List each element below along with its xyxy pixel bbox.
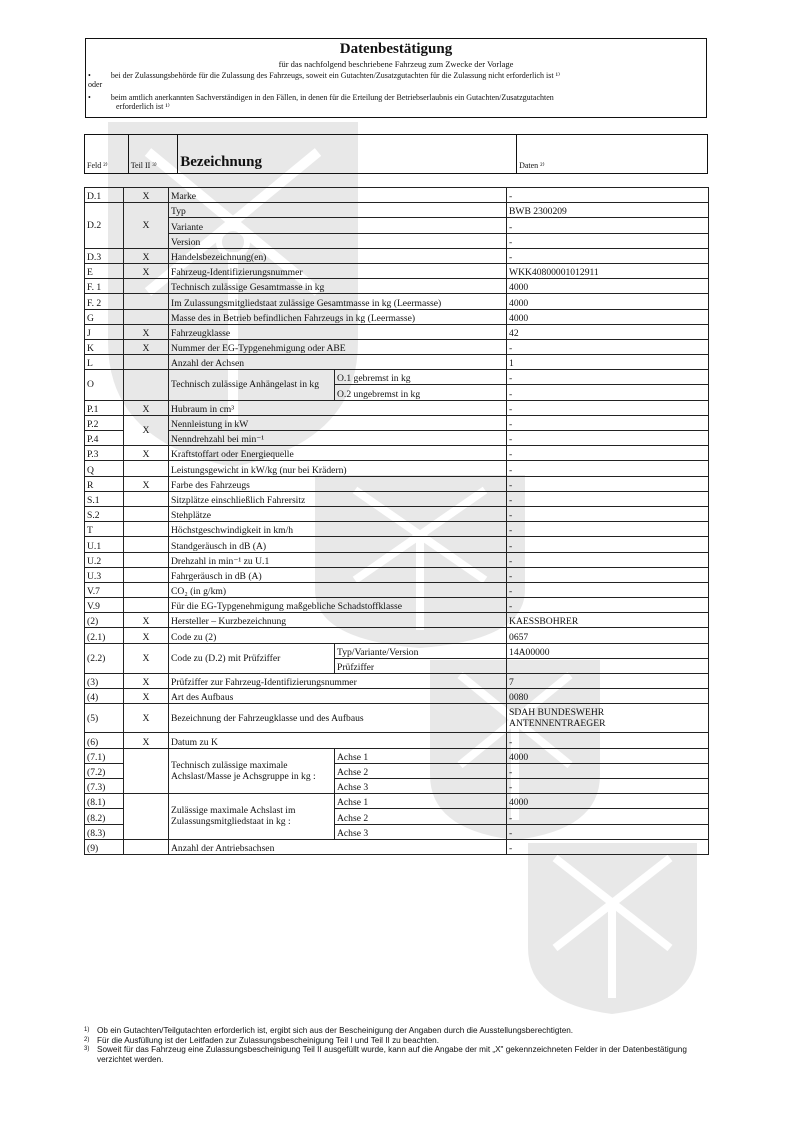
table-cell: E [85,263,124,278]
footnote-2: 2) Für die Ausfüllung ist der Leitfaden zur Zulassungsbescheinigung Teil I und Teil II zu beachten. [84,1035,439,1045]
table-cell: (7.1) [85,748,124,763]
table-row [85,431,709,446]
table-cell: BWB 2300209 [507,203,709,218]
table-row [85,839,709,854]
table-row [85,552,709,567]
table-row [85,294,709,309]
table-cell: CO₂ (in g/km) [169,582,507,597]
table-cell: D.1 [85,188,124,203]
table-cell: V.9 [85,598,124,613]
table-cell: - [507,537,709,552]
table-cell: X [124,674,169,689]
table-cell: X [124,628,169,643]
header-box [85,38,707,118]
or-label: oder [88,80,103,89]
option-2 [88,93,554,102]
table-row [85,491,709,506]
table-cell: - [507,506,709,521]
table-row [85,598,709,613]
table-row [85,339,709,354]
table-cell: F. 1 [85,279,124,294]
table-row [85,628,709,643]
table-cell: Variante [169,218,507,233]
table-row [85,733,709,748]
table-cell: R [85,476,124,491]
table-cell: (3) [85,674,124,689]
table-cell: 42 [507,324,709,339]
table-cell: 4000 [507,309,709,324]
table-row [85,643,709,658]
table-row [85,506,709,521]
table-cell: X [124,263,169,278]
table-cell: Art des Aufbaus [169,689,507,704]
table-cell: J [85,324,124,339]
col-feld: Feld ²⁾ [85,135,129,174]
table-cell: - [507,400,709,415]
table-cell: (2.1) [85,628,124,643]
table-cell: 0080 [507,689,709,704]
table-cell: Technisch zulässige maximale Achslast/Masse je Achsgruppe in kg : [169,748,335,794]
table-cell: Nennleistung in kW [169,415,507,430]
table-cell: - [507,778,709,793]
table-cell: Hubraum in cm³ [169,400,507,415]
table-cell: Prüfziffer [335,658,507,673]
table-row [85,218,709,233]
table-row [85,582,709,597]
table-row [85,748,709,763]
table-cell: S.1 [85,491,124,506]
table-cell [124,370,169,400]
table-cell: Bezeichnung der Fahrzeugklasse und des Aufbaus [169,704,507,733]
table-cell: Fahrgeräusch in dB (A) [169,567,507,582]
table-cell: 4000 [507,748,709,763]
table-cell [124,461,169,476]
table-cell: G [85,309,124,324]
table-cell: Farbe des Fahrzeugs [169,476,507,491]
table-cell: F. 2 [85,294,124,309]
table-cell: Handelsbezeichnung(en) [169,248,507,263]
table-cell: - [507,491,709,506]
table-cell: - [507,461,709,476]
table-row [85,794,709,809]
table-cell: V.7 [85,582,124,597]
table-cell: Datum zu K [169,733,507,748]
table-row [85,309,709,324]
bullet: • [88,93,91,102]
table-row [85,248,709,263]
table-cell: O.2 ungebremst in kg [335,385,507,400]
table-cell: - [507,188,709,203]
table-cell: S.2 [85,506,124,521]
table-cell [124,598,169,613]
table-cell: (7.3) [85,778,124,793]
table-row [85,355,709,370]
table-row [85,400,709,415]
table-cell: Leistungsgewicht in kW/kg (nur bei Krädern) [169,461,507,476]
table-cell: WKK40800001012911 [507,263,709,278]
table-cell: - [507,598,709,613]
option-2-text-cont: erforderlich ist ¹⁾ [116,102,170,111]
table-cell: 4000 [507,279,709,294]
table-cell: (4) [85,689,124,704]
col-teil2: Teil II ³⁾ [128,135,178,174]
table-cell [124,537,169,552]
table-row [85,537,709,552]
table-cell: U.3 [85,567,124,582]
table-row [85,689,709,704]
table-cell [124,309,169,324]
table-cell: - [507,763,709,778]
table-cell: 0657 [507,628,709,643]
table-row [85,476,709,491]
table-cell: Version [169,233,507,248]
table-row [85,203,709,218]
footnotes [84,1026,704,1064]
table-cell: Achse 1 [335,748,507,763]
table-cell: U.2 [85,552,124,567]
table-cell: Code zu (D.2) mit Prüfziffer [169,643,335,673]
table-cell: X [124,446,169,461]
table-cell: X [124,733,169,748]
table-cell: (6) [85,733,124,748]
table-cell: U.1 [85,537,124,552]
table-cell: O.1 gebremst in kg [335,370,507,385]
table-row [85,370,709,385]
table-cell: (2) [85,613,124,628]
table-cell: - [507,552,709,567]
table-row [85,263,709,278]
table-cell: - [507,415,709,430]
table-cell: - [507,824,709,839]
table-row [85,674,709,689]
column-header [84,134,708,174]
table-cell: O [85,370,124,400]
table-cell [124,794,169,840]
table-cell: - [507,339,709,354]
table-cell [124,582,169,597]
table-row [85,567,709,582]
table-cell: Fahrzeug-Identifizierungsnummer [169,263,507,278]
table-cell: Achse 1 [335,794,507,809]
table-row [85,522,709,537]
table-cell: Standgeräusch in dB (A) [169,537,507,552]
table-cell: K [85,339,124,354]
table-cell: Masse des in Betrieb befindlichen Fahrzeugs in kg (Leermasse) [169,309,507,324]
option-1-text: bei der Zulassungsbehörde für die Zulassung des Fahrzeugs, soweit ein Gutachten/Zusatzgutachten für die Zulassung nicht erforderlich ist ¹⁾ [110,71,560,80]
table-cell: - [507,218,709,233]
table-cell [124,355,169,370]
table-cell: D.3 [85,248,124,263]
table-cell: X [124,689,169,704]
bullet: • [88,71,91,80]
table-cell [124,567,169,582]
table-cell [507,658,709,673]
table-cell: X [124,643,169,673]
table-cell [124,491,169,506]
table-cell: Höchstgeschwindigkeit in km/h [169,522,507,537]
option-2-text: beim amtlich anerkannten Sachverständigen in den Fällen, in denen für die Erteilung der Betriebserlaubnis ein Gutachten/Zusatzgutachten [110,93,554,102]
table-cell: (8.1) [85,794,124,809]
option-1 [88,71,560,80]
table-cell: X [124,248,169,263]
table-row [85,415,709,430]
table-cell: - [507,567,709,582]
table-cell: X [124,613,169,628]
table-cell: Für die EG-Typgenehmigung maßgebliche Schadstoffklasse [169,598,507,613]
table-cell: D.2 [85,203,124,249]
table-cell: - [507,446,709,461]
table-cell: - [507,431,709,446]
table-cell: P.3 [85,446,124,461]
table-cell: (7.2) [85,763,124,778]
table-cell [124,294,169,309]
data-table [84,187,709,855]
table-cell: Nummer der EG-Typgenehmigung oder ABE [169,339,507,354]
table-row [85,613,709,628]
document-title: Datenbestätigung [339,41,453,57]
table-cell: X [124,704,169,733]
table-cell [124,522,169,537]
table-cell: Anzahl der Achsen [169,355,507,370]
table-cell: P.2 [85,415,124,430]
table-cell: - [507,809,709,824]
col-daten: Daten ²⁾ [517,135,708,174]
table-cell [124,552,169,567]
table-cell: Stehplätze [169,506,507,521]
table-cell: (8.2) [85,809,124,824]
table-cell: - [507,385,709,400]
table-cell [124,279,169,294]
table-cell: Nenndrehzahl bei min⁻¹ [169,431,507,446]
table-cell [124,748,169,794]
table-cell: (8.3) [85,824,124,839]
table-cell: (9) [85,839,124,854]
table-cell: SDAH BUNDESWEHR ANTENNENTRAEGER [507,704,709,733]
table-cell: Hersteller – Kurzbezeichnung [169,613,507,628]
table-row [85,233,709,248]
table-cell: 4000 [507,294,709,309]
table-cell: Typ [169,203,507,218]
table-cell: X [124,203,169,249]
table-cell: X [124,188,169,203]
table-row [85,324,709,339]
table-cell: - [507,370,709,385]
table-cell: T [85,522,124,537]
footnote-1: 1) Ob ein Gutachten/Teilgutachten erforderlich ist, ergibt sich aus der Bescheinigung der Angaben durch die Ausstellungsberechtigten. [84,1026,574,1035]
table-cell: 4000 [507,794,709,809]
table-cell: 7 [507,674,709,689]
table-cell: Anzahl der Antriebsachsen [169,839,507,854]
table-cell: Sitzplätze einschließlich Fahrersitz [169,491,507,506]
table-cell: - [507,839,709,854]
table-cell: 14A00000 [507,643,709,658]
table-cell: P.1 [85,400,124,415]
table-cell: X [124,476,169,491]
table-cell: Achse 3 [335,824,507,839]
table-row [85,704,709,733]
watermark-emblem-icon [520,838,705,1018]
table-cell: Im Zulassungsmitgliedstaat zulässige Gesamtmasse in kg (Leermasse) [169,294,507,309]
table-cell: 1 [507,355,709,370]
table-cell: - [507,233,709,248]
table-cell: Zulässige maximale Achslast im Zulassungsmitgliedstaat in kg : [169,794,335,840]
table-cell: X [124,400,169,415]
table-cell: X [124,339,169,354]
table-cell: Code zu (2) [169,628,507,643]
table-cell: P.4 [85,431,124,446]
table-cell: (5) [85,704,124,733]
table-cell: - [507,733,709,748]
table-cell: (2.2) [85,643,124,673]
table-cell: Marke [169,188,507,203]
table-cell: Achse 3 [335,778,507,793]
table-cell: Achse 2 [335,809,507,824]
table-cell [124,839,169,854]
table-cell: - [507,248,709,263]
table-cell: Q [85,461,124,476]
table-cell: Fahrzeugklasse [169,324,507,339]
table-row [85,446,709,461]
table-cell: Prüfziffer zur Fahrzeug-Identifizierungsnummer [169,674,507,689]
col-bezeichnung: Bezeichnung [178,135,517,174]
table-cell [124,506,169,521]
table-cell: KAESSBOHRER [507,613,709,628]
table-cell: Technisch zulässige Gesamtmasse in kg [169,279,507,294]
table-cell: - [507,476,709,491]
table-cell: Drehzahl in min⁻¹ zu U.1 [169,552,507,567]
table-row [85,461,709,476]
table-cell: L [85,355,124,370]
table-cell: X [124,324,169,339]
footnote-3: 3) Soweit für das Fahrzeug eine Zulassungsbescheinigung Teil II ausgefüllt wurde, kann auf die Angabe der mit „X" gekennzeichneten Felder in der Datenbestätigung verzichtet werden. [84,1045,687,1064]
table-cell: Kraftstoffart oder Energiequelle [169,446,507,461]
document-subtitle: für das nachfolgend beschriebene Fahrzeug zum Zwecke der Vorlage [278,59,514,69]
table-cell: - [507,522,709,537]
table-row [85,279,709,294]
table-row [85,188,709,203]
table-cell: - [507,582,709,597]
table-cell: Technisch zulässige Anhängelast in kg [169,370,335,400]
table-cell: Typ/Variante/Version [335,643,507,658]
table-cell: X [124,415,169,445]
table-cell: Achse 2 [335,763,507,778]
